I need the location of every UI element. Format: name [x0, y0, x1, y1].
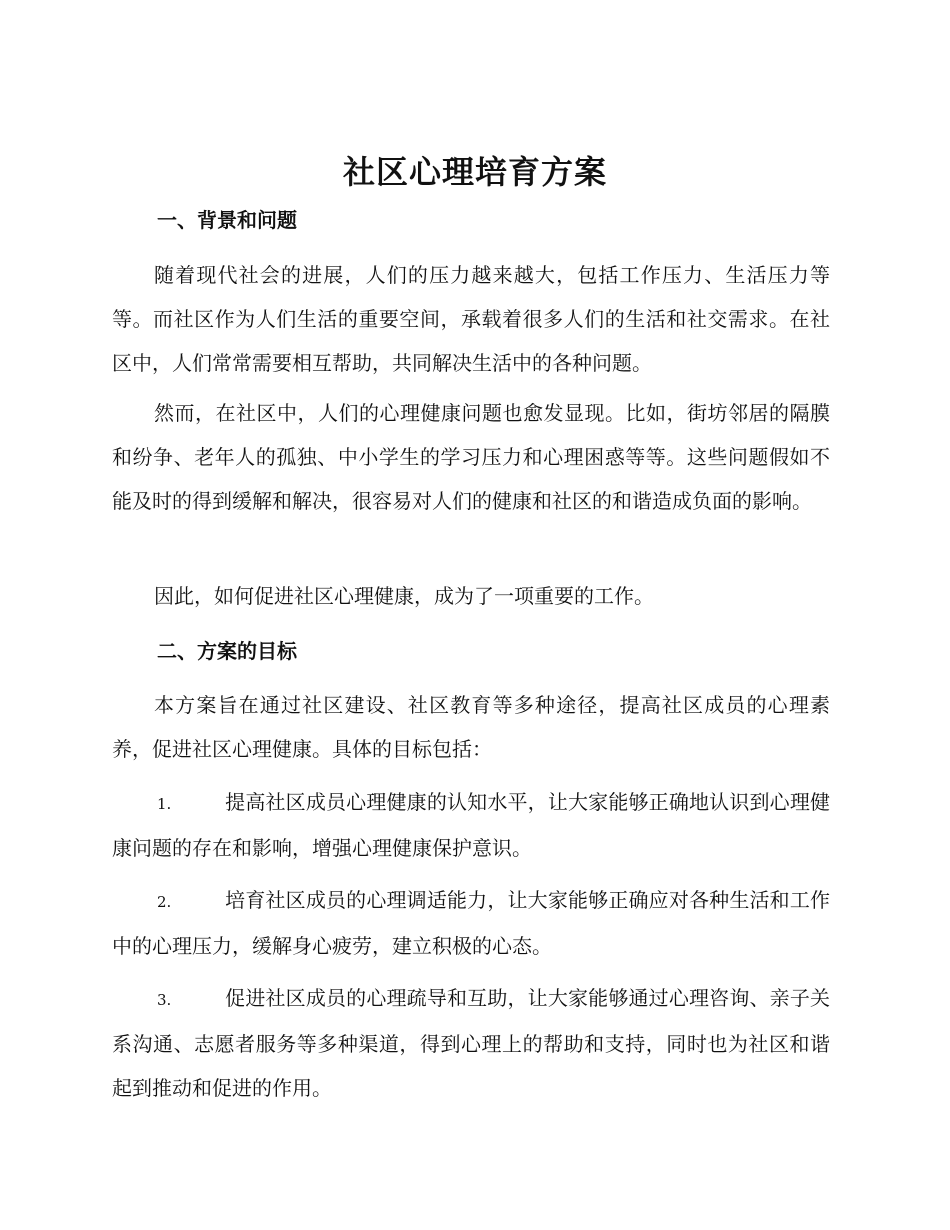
list-item-text: 提高社区成员心理健康的认知水平，让大家能够正确地认识到心理健康问题的存在和影响，增强心理健康保护意识。 — [112, 790, 830, 860]
paragraph-background-3: 因此，如何促进社区心理健康，成为了一项重要的工作。 — [154, 584, 654, 608]
list-number: 3. — [157, 991, 172, 1009]
section-heading-goals: 二、方案的目标 — [157, 639, 297, 663]
list-item-text: 促进社区成员的心理疏导和互助，让大家能够通过心理咨询、亲子关系沟通、志愿者服务等多种渠道，得到心理上的帮助和支持，同时也为社区和谐起到推动和促进的作用。 — [112, 986, 830, 1100]
list-number: 1. — [157, 795, 172, 813]
goal-list-item-2 — [112, 878, 830, 968]
goal-list-item-1 — [112, 780, 830, 870]
paragraph-goals-intro: 本方案旨在通过社区建设、社区教育等多种途径，提高社区成员的心理素养，促进社区心理健康。具体的目标包括： — [112, 693, 830, 761]
paragraph-background-2: 然而，在社区中，人们的心理健康问题也愈发显现。比如，街坊邻居的隔膜和纷争、老年人的孤独、中小学生的学习压力和心理困惑等等。这些问题假如不能及时的得到缓解和解决，很容易对人们的健康和社区的和谐造成负面的影响。 — [112, 401, 830, 513]
goal-list-item-3 — [112, 976, 830, 1110]
section-heading-background: 一、背景和问题 — [157, 208, 297, 232]
list-number: 2. — [157, 893, 172, 911]
document-title: 社区心理培育方案 — [342, 153, 607, 191]
list-item-text: 培育社区成员的心理调适能力，让大家能够正确应对各种生活和工作中的心理压力，缓解身心疲劳，建立积极的心态。 — [112, 888, 830, 958]
paragraph-background-1: 随着现代社会的进展，人们的压力越来越大，包括工作压力、生活压力等等。而社区作为人们生活的重要空间，承载着很多人们的生活和社交需求。在社区中，人们常常需要相互帮助，共同解决生活中的各种问题。 — [112, 263, 830, 375]
